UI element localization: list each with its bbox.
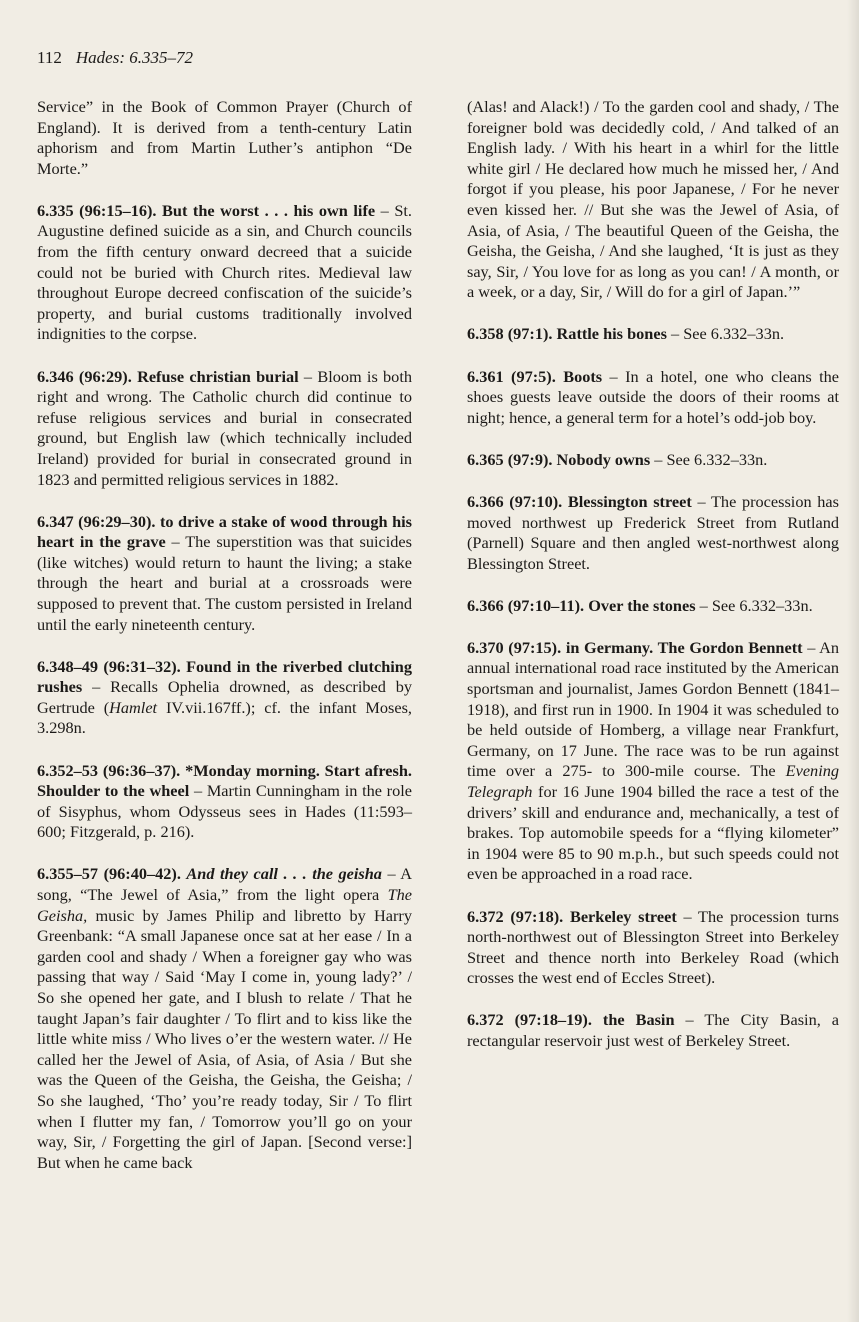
entry-lemma: Berkeley street bbox=[569, 906, 677, 926]
annotation-entry: 6.346 (96:29). Refuse christian burial – Bloom is both right and wrong. The Catholic church did continue to refuse religious services and burial in consecrated ground, but English law (which technically included Ireland) provided for burial in consecrated ground in 1823 and permitted religious services in 1882. bbox=[37, 366, 412, 489]
page-edge-shadow bbox=[847, 0, 859, 1322]
annotation-entry: 6.365 (97:9). Nobody owns – See 6.332–33n. bbox=[467, 449, 768, 469]
entry-lemma: Boots bbox=[563, 366, 603, 386]
annotation-entry: 6.370 (97:15). in Germany. The Gordon Bennett – An annual international road race instituted by the American sportsman and journalist, James Gordon Bennett (1841–1918), and first run in 1900. In 1904 it was scheduled to be held outside of Homberg, a village near Frankfurt, Germany, on 17 June. The race was to be run against time over a 275- to 300-mile course. The Evening Telegraph for 16 June 1904 billed the race a test of the drivers’ skill and endurance and, mechanically, a test of brakes. Top automobile speeds for a “flying kilometer” in 1904 were 85 to 90 m.p.h., but such speeds could not even be approached in a road race. bbox=[467, 637, 839, 884]
entry-reference: 6.335 (96:15–16). bbox=[37, 200, 157, 220]
annotation-entry: 6.355–57 (96:40–42). And they call . . . the geisha – A song, “The Jewel of Asia,” from the light opera The Geisha, music by James Philip and libretto by Harry Greenbank: “A small Japanese once sat at her ease / In a garden cool and shady / When a foreigner gay who was passing that way / Said ‘May I come in, young lady?’ / So she opened her gate, and I blush to relate / That he taught Japan’s fair daughter / To flirt and to kiss like the little white miss / Who lives o’er the western water. // He called her the Jewel of Asia, of Asia, of Asia / But she was the Queen of the Geisha, the Geisha, the Geisha; / So she laughed, ‘Tho’ you’re ready today, Sir / To flirt when I flutter my fan, / Tomorrow you’ll go on your way, Sir, / Forgetting the girl of Japan. [Second verse:] But when he came back bbox=[37, 864, 412, 1172]
entry-reference: 6.361 (97:5). bbox=[467, 366, 556, 386]
annotation-entry: 6.372 (97:18). Berkeley street – The procession turns north-northwest out of Blessington Street into Berkeley Street and thence north into Berkeley Road (which crosses the west end of Eccles Street). bbox=[467, 906, 839, 988]
annotation-entry: 6.372 (97:18–19). the Basin – The City Basin, a rectangular reservoir just west of Berkeley Street. bbox=[467, 1010, 839, 1050]
entry-lemma: And they call . . . the geisha bbox=[186, 864, 382, 884]
entry-body: The superstition was that suicides (like witches) would return to haunt the living; a stake through the heart and burial at a crossroads were supposed to prevent that. The custom persisted in Ireland until the early nineteenth century. bbox=[37, 532, 412, 634]
entry-body: See 6.332–33n. bbox=[683, 324, 785, 344]
annotation-entry: 6.352–53 (96:36–37). *Monday morning. Start afresh. Shoulder to the wheel – Martin Cunningham in the role of Sisyphus, whom Odysseus sees in Hades (11:593–600; Fitzgerald, p. 216). bbox=[37, 760, 412, 842]
entry-reference: 6.348–49 (96:31–32). bbox=[37, 656, 181, 676]
entry-lemma: *Monday morning. Start afresh. Shoulder to the wheel bbox=[37, 760, 412, 801]
entry-body: See 6.332–33n. bbox=[666, 449, 768, 469]
annotation-entry: 6.335 (96:15–16). But the worst . . . his own life – St. Augustine defined suicide as a sin, and Church councils from the fifth century onward decreed that a suicide could not be buried with Church rites. Medieval law throughout Europe decreed confiscation of the suicide’s property, and burial customs traditionally involved indignities to the corpse. bbox=[37, 200, 412, 344]
entry-lemma: Over the stones bbox=[588, 595, 696, 615]
entry-reference: 6.366 (97:10–11). bbox=[467, 595, 585, 615]
entry-lemma: Blessington street bbox=[567, 491, 692, 511]
entry-body: music by James Philip and libretto by Harry Greenbank: “A small Japanese once sat at her ease / In a garden cool and shady / When a foreigner gay who was passing that way / Said ‘May I come in, young lady?’ / So she opened her gate, and I blush to relate / That he taught Japan’s fair daughter / To flirt and to kiss like the little white miss / Who lives o’er the western water. // He called her the Jewel of Asia, of Asia, of Asia / But she was the Queen of the Geisha, the Geisha, the Geisha; / So she laughed, ‘Tho’ you’re ready today, Sir / To flirt when I flutter my fan, / Tomorrow you’ll go on your way, Sir, / Forgetting the girl of Japan. [Second verse:] But when he came back bbox=[37, 905, 412, 1172]
continued-entry bbox=[37, 97, 412, 179]
entry-body: Bloom is both right and wrong. The Catholic church did continue to refuse religious services and burial in consecrated ground, but English law (which technically included Ireland) provided for burial in consecrated ground in 1823 and permitted religious services in 1882. bbox=[37, 366, 412, 489]
annotation-entry: 6.348–49 (96:31–32). Found in the riverbed clutching rushes – Recalls Ophelia drowned, as described by Gertrude (Hamlet IV.vii.167ff.); cf. the infant Moses, 3.298n. bbox=[37, 656, 413, 738]
annotation-entry: 6.366 (97:10–11). Over the stones – See 6.332–33n. bbox=[467, 595, 813, 615]
entry-lemma: Found in the riverbed clutching rushes bbox=[37, 656, 412, 697]
entry-italic-title: Evening Telegraph bbox=[467, 761, 839, 802]
annotation-entry: 6.361 (97:5). Boots – In a hotel, one who cleans the shoes guests leave outside the doors of their rooms at night; hence, a general term for a hotel’s odd-job boy. bbox=[467, 366, 840, 427]
right-column bbox=[467, 97, 839, 1073]
entry-body: St. Augustine defined suicide as a sin, and Church councils from the fifth century onward decreed that a suicide could not be buried with Church rites. Medieval law throughout Europe decreed confiscation of the suicide’s property, and burial customs traditionally involved indignities to the corpse. bbox=[37, 200, 412, 344]
entry-body: Recalls Ophelia drowned, as described by Gertrude ( bbox=[37, 677, 413, 717]
page-number: 112 bbox=[37, 48, 62, 67]
entry-reference: 6.370 (97:15). bbox=[467, 637, 562, 657]
entry-lemma: in Germany. The Gordon Bennett bbox=[565, 637, 803, 657]
entry-lemma: Refuse christian burial bbox=[137, 366, 299, 386]
entry-body: IV.vii.167ff.); cf. the infant Moses, 3.298n. bbox=[37, 697, 412, 738]
entry-body: The procession turns north-northwest out of Blessington Street into Berkeley Street and thence north into Berkeley Road (which crosses the west end of Eccles Street). bbox=[467, 906, 839, 988]
entry-lemma: But the worst . . . his own life bbox=[162, 200, 376, 220]
entry-reference: 6.372 (97:18–19). bbox=[467, 1010, 592, 1030]
entry-reference: 6.355–57 (96:40–42). bbox=[37, 864, 181, 884]
entry-reference: 6.365 (97:9). bbox=[467, 449, 553, 469]
entry-reference: 6.346 (96:29). bbox=[37, 366, 132, 386]
entry-body: Martin Cunningham in the role of Sisyphus, whom Odysseus sees in Hades (11:593–600; Fitzgerald, p. 216). bbox=[37, 781, 412, 842]
entry-reference: 6.358 (97:1). bbox=[467, 324, 553, 344]
continued-entry bbox=[467, 97, 839, 303]
entry-italic-title: The Geisha, bbox=[37, 885, 412, 925]
entry-reference: 6.372 (97:18). bbox=[467, 906, 564, 926]
entry-body: for 16 June 1904 billed the race a test of the drivers’ skill and endurance and, mechanically, a test of brakes. Top automobile speeds for a “flying kilometer” in 1904 were 85 to 90 m.p.h., but such speeds could not even be approached in a road race. bbox=[467, 782, 839, 884]
entry-body: The City Basin, a rectangular reservoir just west of Berkeley Street. bbox=[467, 1010, 839, 1050]
entry-body: See 6.332–33n. bbox=[711, 595, 813, 615]
entry-italic-title: Hamlet bbox=[109, 697, 158, 717]
entry-lemma: Rattle his bones bbox=[556, 324, 667, 344]
annotation-entry: 6.366 (97:10). Blessington street – The procession has moved northwest up Frederick Street from Rutland (Parnell) Square and then angled west-northwest along Blessington Street. bbox=[467, 491, 839, 573]
entry-body: An annual international road race instituted by the American sportsman and journalist, James Gordon Bennett (1841–1918), and first run in 1900. In 1904 it was scheduled to be held outside of Homberg, a village near Frankfurt, Germany, on 17 June. The race was to be run against time over a 275- to 300-mile course. The bbox=[467, 637, 839, 781]
entry-lemma: to drive a stake of wood through his heart in the grave bbox=[37, 511, 412, 552]
annotation-entry: 6.358 (97:1). Rattle his bones – See 6.332–33n. bbox=[467, 324, 785, 344]
entry-body: A song, “The Jewel of Asia,” from the light opera bbox=[37, 864, 412, 904]
running-head bbox=[37, 47, 193, 69]
annotation-entry: 6.347 (96:29–30). to drive a stake of wood through his heart in the grave – The superstition was that suicides (like witches) would return to haunt the living; a stake through the heart and burial at a crossroads were supposed to prevent that. The custom persisted in Ireland until the early nineteenth century. bbox=[37, 511, 412, 634]
entry-body: Service” in the Book of Common Prayer (Church of England). It is derived from a tenth-century Latin aphorism and from Martin Luther’s antiphon “De Morte.” bbox=[37, 97, 412, 178]
entry-body: In a hotel, one who cleans the shoes guests leave outside the doors of their rooms at night; hence, a general term for a hotel’s odd-job boy. bbox=[467, 366, 840, 427]
entry-reference: 6.366 (97:10). bbox=[467, 491, 563, 511]
entry-reference: 6.347 (96:29–30). bbox=[37, 511, 156, 531]
entry-reference: 6.352–53 (96:36–37). bbox=[37, 760, 181, 780]
left-column bbox=[37, 97, 412, 1195]
entry-lemma: Nobody owns bbox=[556, 449, 651, 469]
entry-body: The procession has moved northwest up Frederick Street from Rutland (Parnell) Square and then angled west-northwest along Blessington Street. bbox=[467, 491, 839, 573]
entry-body: (Alas! and Alack!) / To the garden cool and shady, / The foreigner bold was decidedly cold, / And talked of an English lady. / With his heart in a whirl for the little white girl / He declared how much he missed her, / And forgot if you please, his poor Japanese, / For he never even kissed her. // But she was the Jewel of Asia, of Asia, of Asia, / The beautiful Queen of the Geisha, the Geisha, the Geisha, / And she laughed, ‘It is just as they say, Sir, / You love for as long as you can! / A month, or a week, or a day, Sir, / Will do for a girl of Japan.’” bbox=[467, 97, 839, 302]
section-title: Hades: 6.335–72 bbox=[75, 48, 193, 67]
entry-lemma: the Basin bbox=[602, 1010, 675, 1030]
